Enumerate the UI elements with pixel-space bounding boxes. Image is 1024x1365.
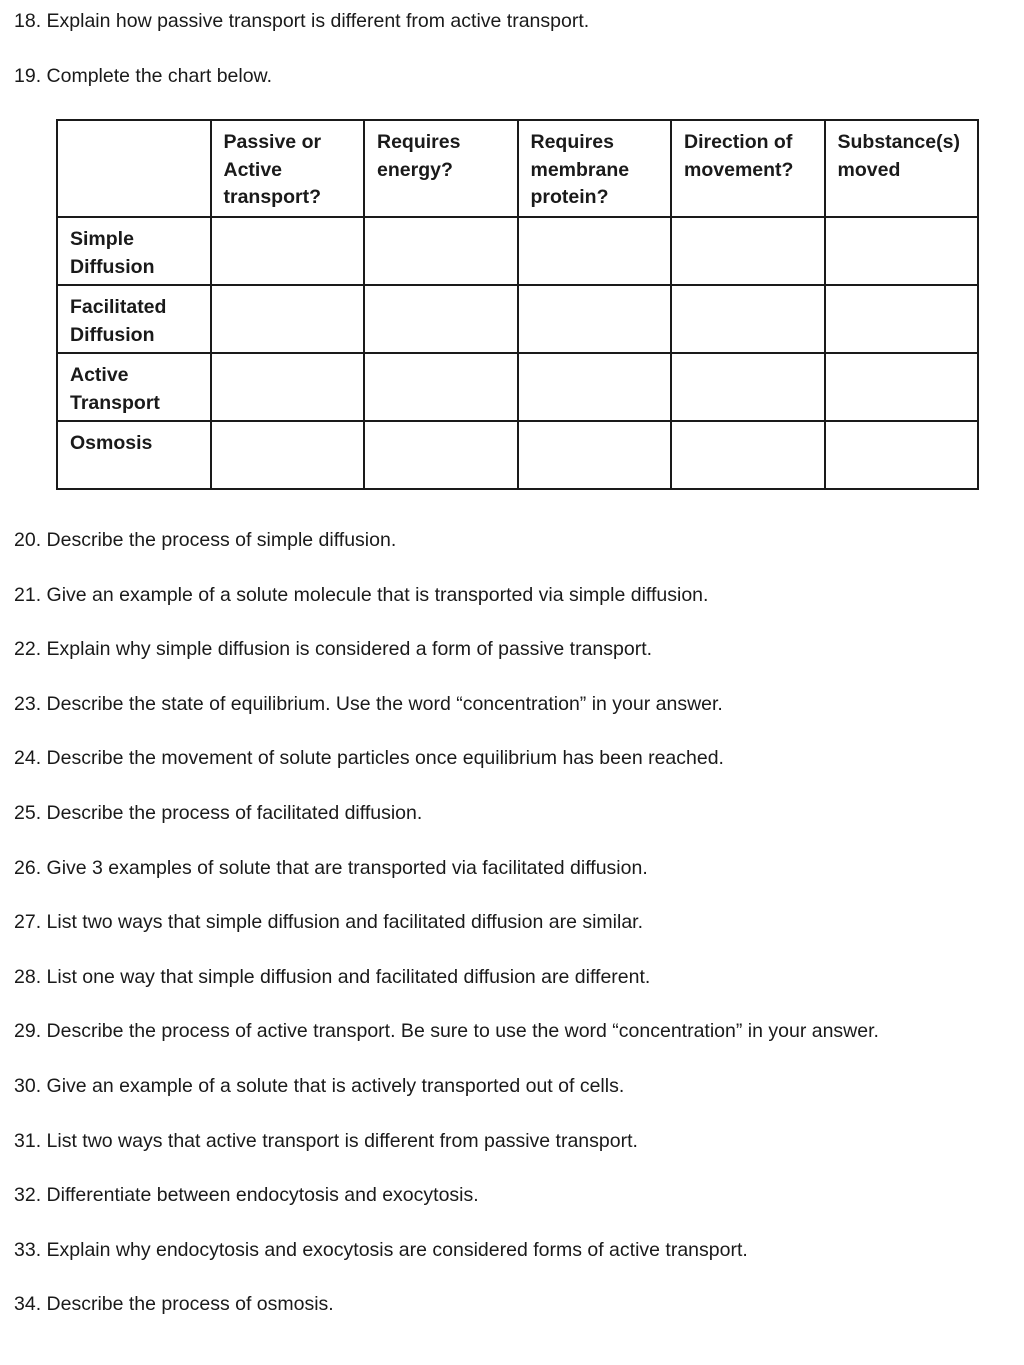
- answer-cell[interactable]: [671, 217, 825, 285]
- answer-cell[interactable]: [364, 421, 518, 489]
- row-label: Facilitated Diffusion: [57, 285, 211, 353]
- chart-header-direction: Direction of movement?: [671, 120, 825, 217]
- answer-cell[interactable]: [518, 353, 672, 421]
- answer-cell[interactable]: [825, 421, 979, 489]
- transport-chart: [56, 119, 979, 490]
- chart-header-substances: Substance(s) moved: [825, 120, 979, 217]
- answer-cell[interactable]: [825, 217, 979, 285]
- question-25: 25. Describe the process of facilitated diffusion.: [14, 802, 423, 824]
- question-22: 22. Explain why simple diffusion is considered a form of passive transport.: [14, 638, 653, 660]
- question-29: 29. Describe the process of active transport. Be sure to use the word “concentration” in your answer.: [14, 1020, 879, 1042]
- chart-header-requires-energy: Requires energy?: [364, 120, 518, 217]
- question-30: 30. Give an example of a solute that is actively transported out of cells.: [14, 1075, 625, 1097]
- question-33: 33. Explain why endocytosis and exocytosis are considered forms of active transport.: [14, 1239, 748, 1261]
- answer-cell[interactable]: [518, 285, 672, 353]
- chart-header-cell-blank: [57, 120, 211, 217]
- question-21: 21. Give an example of a solute molecule that is transported via simple diffusion.: [14, 584, 709, 606]
- answer-cell[interactable]: [364, 285, 518, 353]
- question-23: 23. Describe the state of equilibrium. Use the word “concentration” in your answer.: [14, 693, 723, 715]
- answer-cell[interactable]: [211, 285, 365, 353]
- row-label: Active Transport: [57, 353, 211, 421]
- question-26: 26. Give 3 examples of solute that are transported via facilitated diffusion.: [14, 857, 648, 879]
- chart-row-active-transport: [57, 353, 978, 421]
- answer-cell[interactable]: [211, 421, 365, 489]
- answer-cell[interactable]: [671, 285, 825, 353]
- row-label: Simple Diffusion: [57, 217, 211, 285]
- row-label: Osmosis: [57, 421, 211, 489]
- chart-row-simple-diffusion: [57, 217, 978, 285]
- answer-cell[interactable]: [518, 421, 672, 489]
- question-34: 34. Describe the process of osmosis.: [14, 1293, 334, 1315]
- answer-cell[interactable]: [671, 421, 825, 489]
- answer-cell[interactable]: [671, 353, 825, 421]
- question-19: 19. Complete the chart below.: [14, 65, 272, 87]
- question-28: 28. List one way that simple diffusion and facilitated diffusion are different.: [14, 966, 651, 988]
- answer-cell[interactable]: [518, 217, 672, 285]
- chart-row-facilitated-diffusion: [57, 285, 978, 353]
- question-27: 27. List two ways that simple diffusion and facilitated diffusion are similar.: [14, 911, 644, 933]
- answer-cell[interactable]: [211, 353, 365, 421]
- answer-cell[interactable]: [364, 353, 518, 421]
- answer-cell[interactable]: [825, 353, 979, 421]
- chart-row-osmosis: [57, 421, 978, 489]
- question-20: 20. Describe the process of simple diffusion.: [14, 529, 397, 551]
- question-24: 24. Describe the movement of solute particles once equilibrium has been reached.: [14, 747, 724, 769]
- chart-header-requires-protein: Requires membrane protein?: [518, 120, 672, 217]
- answer-cell[interactable]: [825, 285, 979, 353]
- question-31: 31. List two ways that active transport is different from passive transport.: [14, 1130, 638, 1152]
- question-18: 18. Explain how passive transport is different from active transport.: [14, 10, 590, 32]
- question-32: 32. Differentiate between endocytosis and exocytosis.: [14, 1184, 479, 1206]
- answer-cell[interactable]: [211, 217, 365, 285]
- chart-header-row: [57, 120, 978, 217]
- answer-cell[interactable]: [364, 217, 518, 285]
- chart-header-passive-or-active: Passive or Active transport?: [211, 120, 365, 217]
